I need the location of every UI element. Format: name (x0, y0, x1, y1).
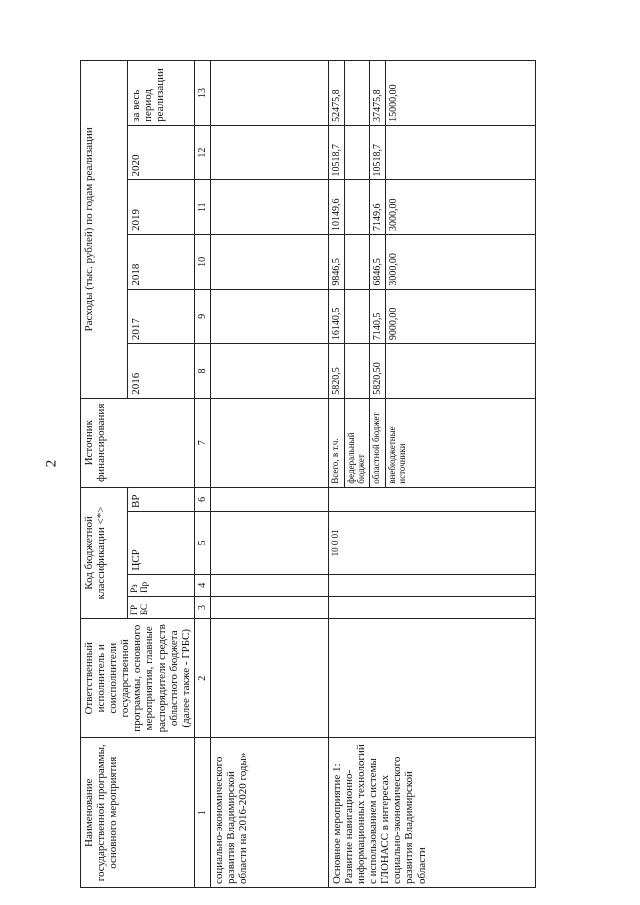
value-cell: 9846,5 (328, 235, 344, 290)
header-year-2019: 2019 (128, 180, 195, 235)
value-cell: 7140,5 (369, 289, 385, 344)
header-source: Источник финансирования (81, 398, 195, 487)
value-cell: 9000,00 (385, 289, 535, 344)
header-program-name: Наименование государственной программы, основного мероприятия (81, 738, 195, 888)
value-cell (344, 289, 369, 344)
value-cell: 5820,5 (328, 344, 344, 399)
value-cell (344, 125, 369, 180)
source-label: Всего, в т.ч. (328, 398, 344, 487)
value-cell: 10149,6 (328, 180, 344, 235)
col-number: 12 (194, 125, 210, 180)
header-rz-pr: Рз Пр (128, 574, 195, 596)
header-csr: ЦСР (128, 512, 195, 575)
value-cell: 15000,00 (385, 61, 535, 126)
col-number: 10 (194, 235, 210, 290)
value-cell (344, 180, 369, 235)
value-cell: 5820,50 (369, 344, 385, 399)
col-number: 13 (194, 61, 210, 126)
col-number: 8 (194, 344, 210, 399)
value-cell: 10518,7 (369, 125, 385, 180)
value-cell (385, 125, 535, 180)
source-label: федеральный бюджет (344, 398, 369, 487)
header-year-2020: 2020 (128, 125, 195, 180)
header-vr: ВР (128, 487, 195, 511)
col-number: 2 (194, 619, 210, 738)
value-cell: 10518,7 (328, 125, 344, 180)
program-name-cell: социально-экономического развития Владимирской области на 2016-2020 годы» (210, 738, 328, 888)
header-total: за весь период реализации (128, 61, 195, 126)
rotated-table-wrapper (80, 60, 620, 888)
header-budget-code: Код бюджетной классификации <*> (81, 487, 128, 618)
source-label: внебюджетные источники (385, 398, 535, 487)
column-number-row (194, 61, 210, 888)
value-cell (344, 344, 369, 399)
col-number: 5 (194, 512, 210, 575)
value-cell: 7149,6 (369, 180, 385, 235)
page-number: 2 (43, 459, 60, 468)
value-cell (344, 61, 369, 126)
header-grbs: ГР БС (128, 596, 195, 618)
value-cell: 6846,5 (369, 235, 385, 290)
source-label: областной бюджет (369, 398, 385, 487)
value-cell (344, 235, 369, 290)
col-number: 9 (194, 289, 210, 344)
budget-table (80, 60, 536, 888)
activity-name-cell: Основное мероприятие 1: Развитие навигационно-информационных технологий с использованием системы ГЛОНАСС в интересах социально-экономического развития Владимирской области (328, 738, 535, 888)
csr-cell: 10 0 01 (328, 512, 535, 575)
col-number: 4 (194, 574, 210, 596)
col-number: 7 (194, 398, 210, 487)
value-cell: 3000,00 (385, 235, 535, 290)
value-cell: 37475,8 (369, 61, 385, 126)
table-row (210, 61, 328, 888)
value-cell: 52475,8 (328, 61, 344, 126)
value-cell (385, 344, 535, 399)
value-cell: 16140,5 (328, 289, 344, 344)
col-number: 6 (194, 487, 210, 511)
header-year-2018: 2018 (128, 235, 195, 290)
header-responsible: Ответственный исполнитель и соисполнители государственной программы, основного мероприятия, главные распорядители средств областного бюджета (далее также - ГРБС) (81, 619, 195, 738)
value-cell: 3000,00 (385, 180, 535, 235)
table-row (328, 61, 344, 888)
header-year-2016: 2016 (128, 344, 195, 399)
header-year-2017: 2017 (128, 289, 195, 344)
col-number: 1 (194, 738, 210, 888)
col-number: 11 (194, 180, 210, 235)
header-expenses: Расходы (тыс. рублей) по годам реализации (81, 61, 128, 399)
col-number: 3 (194, 596, 210, 618)
